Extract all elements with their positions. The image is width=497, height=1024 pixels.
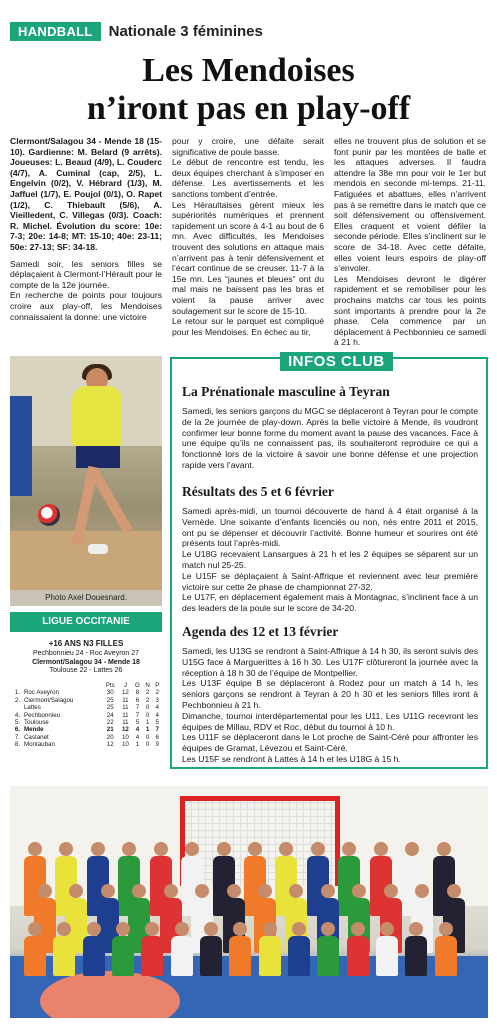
table-row: 7. Castanet 20 10 4 0 6	[14, 733, 159, 741]
section-tag: HANDBALL	[10, 22, 101, 41]
result-line: Pechbonnieu 24 - Roc Aveyron 27	[32, 650, 140, 658]
table-header: Pts J G N P	[105, 682, 160, 689]
info-heading: Résultats des 5 et 6 février	[182, 484, 334, 499]
article-column-1	[10, 136, 162, 322]
article-paragraph: Les Héraultaises gèrent mieux les supériorités numériques et prennent rapidement un score à 4-1 au bout de 6 mn. Avec difficultés, les Mendoises trouvent des solutions en attaque mais n’arrivent pas à tenir défensivement et l’écart continue de se creuser. 11-7 à la 15e mn. Les “jaunes et bleues” ont du mal mais ne baissent pas les bras et voient la pause arriver avec soulagement sur le score de 15-10.	[172, 199, 324, 316]
standings-table	[12, 682, 162, 749]
child-figure	[347, 936, 369, 976]
headline-line2: n’iront pas en play-off	[86, 90, 411, 127]
child-figure	[317, 936, 339, 976]
child-figure	[24, 936, 46, 976]
info-text: Le U18G recevaient Lansargues à 21 h et les 2 équipes se séparent sur un match nul 25-25.	[182, 549, 478, 570]
child-figure	[259, 936, 281, 976]
child-figure	[83, 936, 105, 976]
child-figure	[288, 936, 310, 976]
child-figure	[112, 936, 134, 976]
child-figure	[53, 936, 75, 976]
info-text: Dimanche, tournoi interdépartemental pour les U11. Les U11G recevront les équipes de Millau, RDV et Roc, début du tournoi à 10 h.	[182, 710, 478, 732]
info-text: Samedi après-midi, un tournoi découverte de hand à 4 était organisé à la Vernède. Une soixante d’enfants licenciés ou non, nés entre 2011 et 2015, ont pu se dépenser et découvrir l’activité. Bonne humeur et sourires ont été présents tout l’après-midi.	[182, 506, 478, 549]
league-banner: LIGUE OCCITANIE	[10, 612, 162, 632]
section-subtitle: Nationale 3 féminines	[108, 23, 263, 40]
kicker	[10, 22, 263, 41]
child-figure	[171, 936, 193, 976]
info-block-agenda	[182, 624, 478, 765]
article-paragraph: Samedi soir, les seniors filles se déplaçaient à Clermont-l’Hérault pour le compte de la 12e journée.	[10, 258, 162, 290]
match-summary: Clermont/Salagou 34 - Mende 18 (15-10). Gardienne: M. Belard (9 arrêts). Joueuses: L. Beaud (4/9), L. Couderc (4/7), A. Cuminal (cap, 2/5), L. Engelvin (0/2), V. Hébrard (1/3), M. Jaffuel (1/7), E. Poujol (0/1), O. Rapet (1/2), C. Thiebault (5/6), A. Vieilledent, C. Villegas (0/3). Coach: R. Michel. Évolution du score: 10e: 7-3; 20e: 14-8; MT: 15-10; 40e: 23-11; 50e: 27-13; SF: 34-18.	[10, 136, 162, 252]
info-text: Samedi, les seniors garçons du MGC se déplaceront à Teyran pour le compte de la 2e journée de play-down. Après la belle victoire à Mende, ils voudront confirmer leur bonne forme du moment avant la pause des vacances. Face à une équipe qu’ils ne connaissent pas, ils souhaiteront reproduire ce qui a fonctionné lors de la victoire à savoir une bonne défense et une projection rapide vers l’avant.	[182, 406, 478, 470]
photo-caption: Photo Axel Douesnard.	[10, 590, 162, 606]
child-figure	[141, 936, 163, 976]
group-photo	[10, 786, 488, 1018]
table-row: 6. Mende 21 12 4 1 7	[14, 726, 159, 734]
table-row: 8. Montauban 12 10 1 0 9	[14, 741, 159, 749]
article-column-2	[172, 136, 324, 337]
info-text: Le U15F se déplaçaient à Saint-Affrique et reviennent avec leur première victoire sur cette 2e phase de championnat 27-32.	[182, 570, 478, 592]
league-results	[10, 640, 162, 676]
result-line: Toulouse 22 - Lattes 26	[49, 667, 123, 675]
headline-line1: Les Mendoises	[142, 52, 355, 89]
child-figure	[376, 936, 398, 976]
child-figure	[405, 936, 427, 976]
article-paragraph: Le retour sur le parquet est compliqué pour les Mendoises. En échec au tir,	[172, 316, 324, 337]
info-block-resultats	[182, 484, 478, 614]
info-block-prenationale	[182, 384, 478, 471]
infos-club-title: INFOS CLUB	[280, 352, 393, 371]
info-text: Samedi, les U13G se rendront à Saint-Affrique à 14 h 30, ils seront suivis des U15G face à Marguerittes à 16 h 30. Les U17F clôtureront la journée avec la réception à 18 h 30 de l’équipe de Montpellier.	[182, 646, 478, 678]
article-paragraph: Le début de rencontre est tendu, les deux équipes cherchant à s’imposer en défense. Les avertissements et les sanctions tombent d’entrée.	[172, 157, 324, 199]
handball-ball	[38, 504, 60, 526]
child-figure	[200, 936, 222, 976]
table-row: 5. Toulouse 22 11 5 1 5	[14, 719, 159, 727]
info-text: Le U17F, en déplacement également mais à Montagnac, s’inclinent face à un des leaders de la poule sur le score de 34-20.	[182, 592, 478, 614]
result-line: Clermont/Salagou 34 - Mende 18	[32, 658, 140, 666]
headline	[0, 52, 497, 128]
info-heading: La Prénationale masculine à Teyran	[182, 384, 390, 399]
info-text: Les U13F équipe B se déplaceront à Rodez pour un match à 14 h, les seniors garçons se rendront à Teyran à 20 h 30 et les seniors filles iront à Pechbonnieu à 21 h.	[182, 678, 478, 710]
info-heading: Agenda des 12 et 13 février	[182, 624, 339, 639]
table-row: 2. Clermont/Salagou 25 11 6 2 3	[14, 696, 159, 704]
player-photo	[10, 356, 162, 606]
child-figure	[229, 936, 251, 976]
child-figure	[435, 936, 457, 976]
article-paragraph: elles ne trouvent plus de solution et se font punir par les montées de balle et les attaques adverses. Il faudra attendre la 38e mn pour voir le 1er but mendois en seconde mi-temps. 21-11. Fatiguées et abattues, elles n’arrivent pas à se remettre dans le match que ce soit défensivement ou offensivement. Elles craquent et voient défiler la seconde période. Elles s’inclinent sur le score de 34-18. Avec cette défaite, elles voient leurs espoirs de play-off s’envoler.	[334, 136, 486, 274]
article-paragraph: pour y croire, une défaite serait significative de poule basse.	[172, 136, 324, 157]
results-heading: +16 ANS N3 FILLES	[48, 639, 124, 648]
article-paragraph: En recherche de points pour toujours croire aux play-off, les Mendoises connaissaient la donne: une victoire	[10, 290, 162, 322]
table-row: 4. Pechbonnieu 24 11 7 0 4	[14, 711, 159, 719]
article-column-3	[334, 136, 486, 348]
info-text: Les U15F se rendront à Lattes à 14 h et les U18G à 15 h.	[182, 753, 401, 764]
info-text: Les U11F se déplaceront dans le Lot proche de Saint-Céré pour affronter les équipes de Gramat, Lévezou et Saint-Céré.	[182, 732, 478, 754]
table-row: Lattes 25 11 7 0 4	[23, 704, 159, 712]
table-row: 1. Roc Aveyron 30 12 8 2 2	[14, 689, 159, 697]
article-paragraph: Les Mendoises devront le digérer rapidement et se remobiliser pour les prochains matchs car tous les points sont importants à prendre pour la 2e phase. Cela commence par un déplacement à Pechbonnieu ce samedi à 21 h.	[334, 273, 486, 348]
